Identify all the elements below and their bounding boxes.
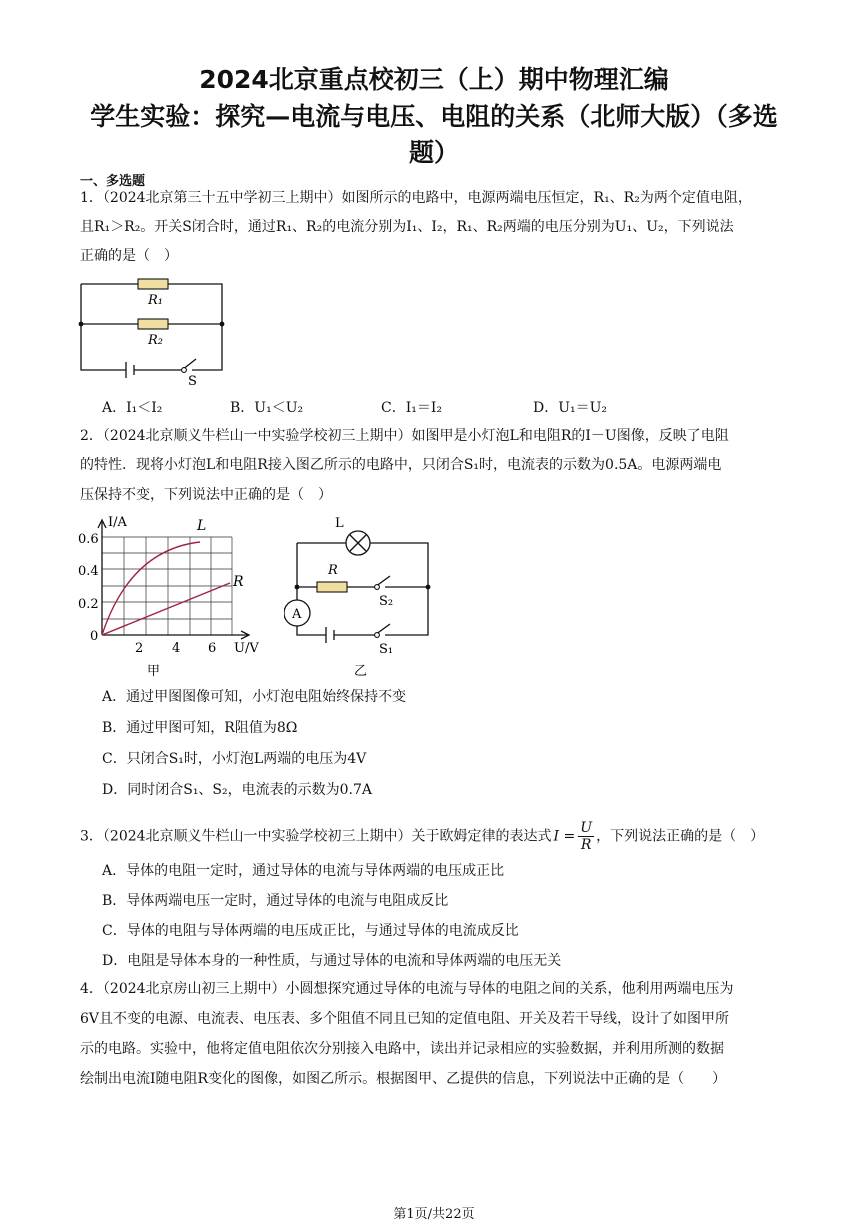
q2-graph-xtick-6: 6: [208, 641, 217, 656]
q3-option-c: C．导体的电阻与导体两端的电压成正比，与通过导体的电流成反比: [102, 923, 519, 939]
q3-line1-text: 3．（2024北京顺义牛栏山一中实验学校初三上期中）关于欧姆定律的表达式: [80, 828, 552, 845]
q2-graph-xtick-4: 4: [172, 641, 181, 656]
q2-option-a: A．通过甲图图像可知，小灯泡电阻始终保持不变: [102, 689, 407, 705]
q2-circuit-ammeter-label: A: [292, 607, 302, 622]
q2-graph-ytick-0: 0: [90, 629, 99, 644]
q2-circuit-caption: 乙: [354, 664, 368, 679]
q3-formula-numerator: U: [580, 820, 593, 836]
q2-graph-caption: 甲: [147, 664, 161, 679]
q1-line1: 1．（2024北京第三十五中学初三上期中）如图所示的电路中，电源两端电压恒定，R₁、R₂为两个定值电阻，: [80, 190, 752, 206]
q1-label-r1: R₁: [148, 293, 163, 308]
q1-line2: 且R₁＞R₂。开关S闭合时，通过R₁、R₂的电流分别为I₁、I₂，R₁、R₂两端的电压分别为U₁、U₂，下列说法: [80, 219, 734, 235]
q3-line1: [80, 820, 794, 853]
q2-circuit-diagram: [284, 513, 434, 681]
q1-circuit-diagram: [76, 272, 236, 390]
q2-graph-ylabel: I/A: [108, 515, 127, 530]
q2-line1: 2．（2024北京顺义牛栏山一中实验学校初三上期中）如图甲是小灯泡L和电阻R的I－U图像，反映了电阻: [80, 428, 729, 444]
q1-option-b: B．U₁＜U₂: [230, 400, 304, 416]
q2-graph-ytick-06: 0.6: [78, 532, 99, 547]
q2-line2: 的特性．现将小灯泡L和电阻R接入图乙所示的电路中，只闭合S₁时，电流表的示数为0.5A。电源两端电: [80, 457, 722, 473]
q2-graph-curve-l-label: L: [197, 518, 207, 534]
q2-graph-xtick-2: 2: [135, 641, 144, 656]
q3-option-a: A．导体的电阻一定时，通过导体的电流与导体两端的电压成正比: [102, 863, 505, 879]
q4-line2: 6V且不变的电源、电流表、电压表、多个阻值不同且已知的定值电阻、开关及若干导线，设计了如图甲所: [80, 1011, 730, 1027]
q2-graph-ytick-02: 0.2: [78, 597, 99, 612]
q1-label-r2: R₂: [148, 333, 163, 348]
q3-formula: [554, 820, 595, 853]
q3-formula-lhs: I =: [553, 828, 576, 845]
q4-line4: 绘制出电流I随电阻R变化的图像，如图乙所示。根据图甲、乙提供的信息，下列说法中正确的是（ ）: [80, 1071, 727, 1087]
q1-option-d: D．U₁＝U₂: [533, 400, 608, 416]
q2-option-b: B．通过甲图可知，R阻值为8Ω: [102, 720, 298, 736]
doc-title-line3: 题）: [408, 138, 459, 167]
q2-option-d: D．同时闭合S₁、S₂，电流表的示数为0.7A: [102, 782, 373, 798]
q2-circuit-r-label: R: [328, 563, 338, 578]
q3-option-b: B．导体两端电压一定时，通过导体的电流与电阻成反比: [102, 893, 449, 909]
q3-formula-denominator: R: [580, 837, 592, 853]
q1-option-a: A．I₁＜I₂: [102, 400, 163, 416]
q2-circuit-s1-label: S₁: [379, 642, 394, 657]
q1-option-c: C．I₁＝I₂: [381, 400, 442, 416]
q2-graph-xlabel: U/V: [234, 641, 259, 656]
q2-graph-curve-r-label: R: [233, 574, 244, 590]
q3-option-d: D．电阻是导体本身的一种性质，与通过导体的电流和导体两端的电压无关: [102, 953, 562, 969]
page-footer: 第1页/共22页: [393, 1207, 475, 1222]
q1-line3: 正确的是（ ）: [80, 248, 178, 264]
q2-circuit-s2-label: S₂: [379, 594, 394, 609]
q2-graph-ytick-04: 0.4: [78, 564, 99, 579]
q1-label-s: S: [188, 374, 197, 389]
q2-line3: 压保持不变，下列说法中正确的是（ ）: [80, 487, 332, 503]
doc-title-line2: 学生实验：探究—电流与电压、电阻的关系（北师大版）（多选: [90, 102, 778, 131]
q4-line3: 示的电路。实验中，他将定值电阻依次分别接入电路中，读出并记录相应的实验数据，并利用所测的数据: [80, 1041, 724, 1057]
q2-iu-graph: [70, 510, 270, 680]
section-heading: 一、多选题: [80, 174, 146, 189]
q3-line1-text-end: ，下列说法正确的是（ ）: [596, 828, 765, 845]
q4-line1: 4．（2024北京房山初三上期中）小圆想探究通过导体的电流与导体的电阻之间的关系，他利用两端电压为: [80, 981, 734, 997]
q2-circuit-lamp-label: L: [335, 516, 344, 531]
doc-title-line1: 2024北京重点校初三（上）期中物理汇编: [199, 65, 669, 94]
q2-option-c: C．只闭合S₁时，小灯泡L两端的电压为4V: [102, 751, 367, 767]
